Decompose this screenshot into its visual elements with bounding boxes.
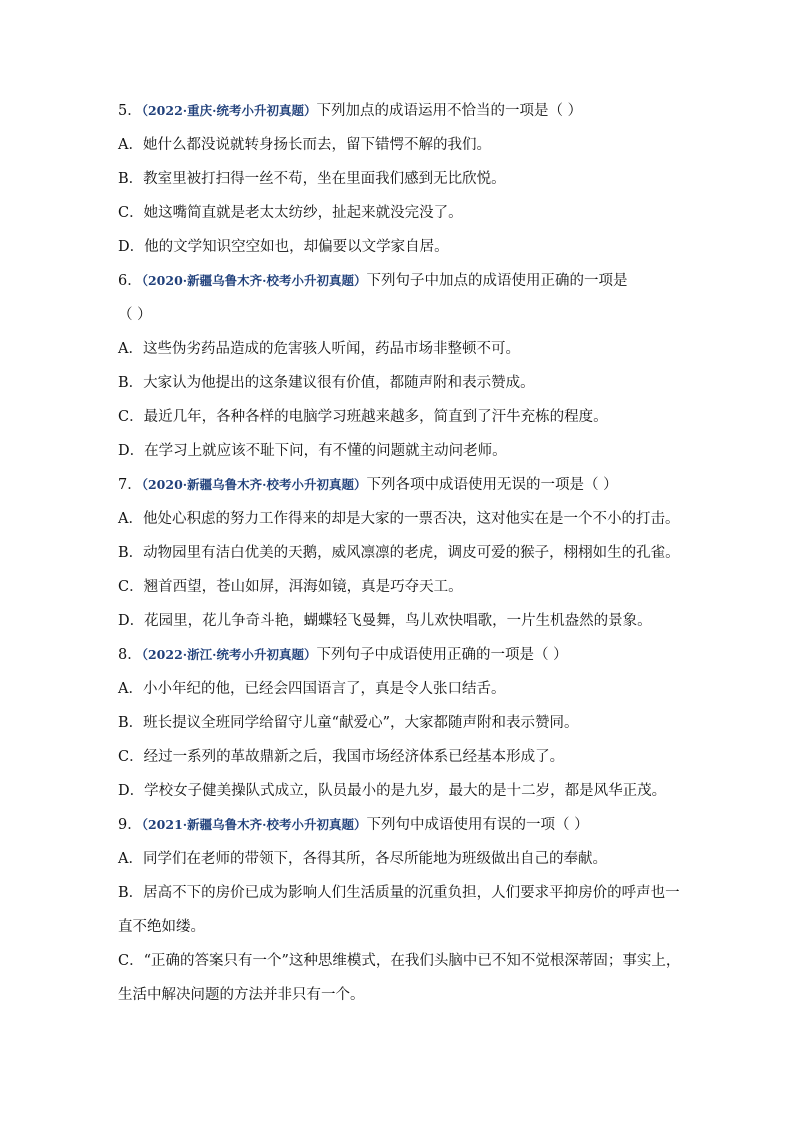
option-line: B．居高不下的房价已成为影响人们生活质量的沉重负担，人们要求平抑房价的呼声也一	[118, 885, 680, 901]
option-line: B．教室里被打扫得一丝不苟，坐在里面我们感到无比欣悦。	[118, 171, 506, 187]
option-line: A．同学们在老师的带领下，各得其所，各尽所能地为班级做出自己的奉献。	[118, 851, 607, 867]
option-line: A．这些伪劣药品造成的危害骇人听闻，药品市场非整顿不可。	[118, 341, 520, 357]
question-text-continuation: （ ）	[118, 307, 152, 323]
question-number: 9．	[118, 817, 142, 833]
option-line: B．班长提议全班同学给留守儿童“献爱心”，大家都随声附和表示赞同。	[118, 715, 579, 731]
question-stem	[118, 264, 678, 298]
question-source: （2020·新疆乌鲁木齐·校考小升初真题）	[141, 477, 367, 492]
question-source: （2021·新疆乌鲁木齐·校考小升初真题）	[141, 817, 367, 832]
question-stem	[118, 468, 678, 502]
option-line: D．学校女子健美操队式成立，队员最小的是九岁，最大的是十二岁，都是风华正茂。	[118, 783, 667, 799]
option-line: A．他处心积虑的努力工作得来的却是大家的一票否决，这对他实在是一个不小的打击。	[118, 511, 680, 527]
question-text: 下列各项中成语使用无误的一项是（ ）	[366, 477, 618, 493]
question-text: 下列句子中成语使用正确的一项是（ ）	[316, 647, 568, 663]
option-line: C．“正确的答案只有一个”这种思维模式，在我们头脑中已不知不觉根深蒂固；事实上，	[118, 953, 681, 969]
option-line-continuation: 直不绝如缕。	[118, 919, 205, 935]
question-list	[118, 94, 681, 1012]
question-source: （2022·浙江·统考小升初真题）	[141, 647, 317, 662]
option-line: C．最近几年，各种各样的电脑学习班越来越多，简直到了汗牛充栋的程度。	[118, 409, 608, 425]
question-stem	[118, 638, 678, 672]
question-text: 下列句子中加点的成语使用正确的一项是	[366, 273, 628, 289]
question-stem	[118, 94, 678, 128]
option-line: D．花园里，花儿争奇斗艳，蝴蝶轻飞曼舞，鸟儿欢快唱歌，一片生机盎然的景象。	[118, 613, 652, 629]
question-source: （2020·新疆乌鲁木齐·校考小升初真题）	[141, 273, 367, 288]
question-stem	[118, 808, 678, 842]
option-line: C．翘首西望，苍山如屏，洱海如镜，真是巧夺天工。	[118, 579, 463, 595]
question-number: 6．	[118, 273, 142, 289]
option-line: A．她什么都没说就转身扬长而去，留下错愕不解的我们。	[118, 137, 491, 153]
option-line: B．大家认为他提出的这条建议很有价值，都随声附和表示赞成。	[118, 375, 535, 391]
option-line: A．小小年纪的他，已经会四国语言了，真是令人张口结舌。	[118, 681, 506, 697]
question-text: 下列句中成语使用有误的一项（ ）	[366, 817, 589, 833]
option-line: C．她这嘴简直就是老太太纺纱，扯起来就没完没了。	[118, 205, 463, 221]
option-line: D．他的文学知识空空如也，却偏要以文学家自居。	[118, 239, 449, 255]
question-number: 8．	[118, 647, 142, 663]
question-text: 下列加点的成语运用不恰当的一项是（ ）	[316, 103, 583, 119]
option-line: B．动物园里有洁白优美的天鹅，威风凛凛的老虎，调皮可爱的猴子，栩栩如生的孔雀。	[118, 545, 680, 561]
option-line: D．在学习上就应该不耻下问，有不懂的问题就主动问老师。	[118, 443, 507, 459]
question-number: 7．	[118, 477, 142, 493]
option-line-continuation: 生活中解决问题的方法并非只有一个。	[118, 987, 365, 1003]
question-source: （2022·重庆·统考小升初真题）	[141, 103, 317, 118]
option-line: C．经过一系列的革故鼎新之后，我国市场经济体系已经基本形成了。	[118, 749, 565, 765]
question-number: 5．	[118, 103, 142, 119]
